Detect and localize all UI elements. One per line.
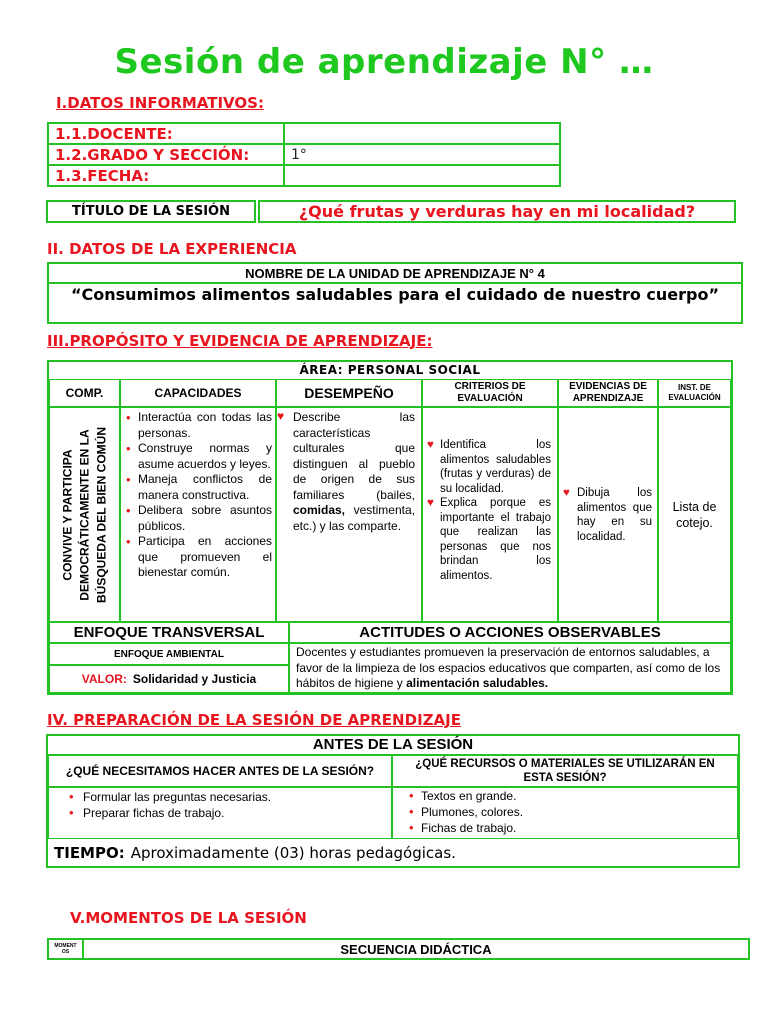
list-item: • Construye normas y asume acuerdos y leyes. bbox=[124, 441, 272, 472]
page-title: Sesión de aprendizaje N° … bbox=[114, 42, 654, 82]
competencia-text: CONVIVE Y PARTICIPA DEMOCRÁTICAMENTE EN LA BÚSQUEDA DEL BIEN COMÚN bbox=[60, 426, 108, 603]
docente-label: 1.1.DOCENTE: bbox=[48, 123, 284, 144]
actitud-text: Docentes y estudiantes promueven la preservación de entornos saludables, a favor de la limpieza de los espacios educativos que comparten, así como de los hábitos de higiene y alimentación saludables. bbox=[296, 645, 721, 690]
enfoque-header: ENFOQUE TRANSVERSAL bbox=[49, 622, 289, 643]
instrumento-cell: Lista de cotejo. bbox=[658, 407, 731, 622]
list-item: • Maneja conflictos de manera constructiva. bbox=[124, 472, 272, 503]
evidencia-item: ♥ Dibuja los alimentos que hay en su localidad. bbox=[563, 487, 652, 543]
list-item: • Preparar fichas de trabajo. bbox=[67, 805, 391, 821]
evidencia-cell bbox=[558, 407, 658, 622]
list-item: • Delibera sobre asuntos públicos. bbox=[124, 503, 272, 534]
datos-table bbox=[47, 122, 561, 187]
antes-header: ANTES DE LA SESIÓN bbox=[48, 735, 738, 755]
criterios-cell bbox=[422, 407, 558, 622]
desempeno-cell bbox=[276, 407, 422, 622]
list-item: • Formular las preguntas necesarias. bbox=[67, 789, 391, 805]
heart-icon: ♥ bbox=[277, 409, 285, 423]
heart-icon: ♥ bbox=[427, 439, 434, 451]
col-criterios: CRITERIOS DE EVALUACIÓN bbox=[422, 379, 558, 407]
q-recursos: ¿QUÉ RECURSOS O MATERIALES SE UTILIZARÁN EN ESTA SESIÓN? bbox=[392, 755, 738, 787]
valor-cell bbox=[49, 665, 289, 693]
col-inst: INST. DE EVALUACIÓN bbox=[658, 379, 731, 407]
recursos-list bbox=[407, 788, 737, 836]
titulo-label: TÍTULO DE LA SESIÓN bbox=[46, 200, 256, 223]
grado-label: 1.2.GRADO Y SECCIÓN: bbox=[48, 144, 284, 165]
col-evidencias: EVIDENCIAS DE APRENDIZAJE bbox=[558, 379, 658, 407]
criterio-item: ♥ Identifica los alimentos saludables (frutas y verduras) de su localidad. bbox=[427, 439, 551, 495]
unidad-header: NOMBRE DE LA UNIDAD DE APRENDIZAJE N° 4 bbox=[47, 262, 743, 284]
section-momentos: V.MOMENTOS DE LA SESIÓN bbox=[70, 909, 307, 927]
list-item: • Participa en acciones que promueven el bienestar común. bbox=[124, 534, 272, 581]
q-antes: ¿QUÉ NECESITAMOS HACER ANTES DE LA SESIÓN? bbox=[48, 755, 392, 787]
valor-value: Solidaridad y Justicia bbox=[132, 672, 257, 686]
section-proposito: III.PROPÓSITO Y EVIDENCIA DE APRENDIZAJE: bbox=[47, 332, 433, 350]
actitud-cell bbox=[289, 643, 731, 693]
docente-value[interactable] bbox=[284, 123, 560, 144]
col-desempeno: DESEMPEÑO bbox=[276, 379, 422, 407]
heart-icon: ♥ bbox=[427, 497, 434, 509]
momentos-col: MOMENTOS bbox=[49, 939, 84, 959]
heart-icon: ♥ bbox=[563, 487, 570, 499]
competencia-cell bbox=[49, 407, 120, 622]
section-datos-experiencia: II. DATOS DE LA EXPERIENCIA bbox=[47, 240, 297, 258]
grado-value[interactable]: 1° bbox=[284, 144, 560, 165]
valor-label: VALOR: bbox=[81, 672, 127, 686]
tiempo-label: TIEMPO: bbox=[54, 844, 125, 862]
tiempo-row bbox=[48, 840, 738, 866]
titulo-value: ¿Qué frutas y verduras hay en mi localidad? bbox=[258, 200, 736, 223]
fecha-label: 1.3.FECHA: bbox=[48, 165, 284, 186]
capacidades-list bbox=[124, 410, 272, 581]
actitudes-header: ACTITUDES O ACCIONES OBSERVABLES bbox=[289, 622, 731, 643]
area-header: ÁREA: PERSONAL SOCIAL bbox=[299, 363, 481, 377]
col-capacidades: CAPACIDADES bbox=[120, 379, 276, 407]
capacidades-cell bbox=[120, 407, 276, 622]
section-preparacion: IV. PREPARACIÓN DE LA SESIÓN DE APRENDIZAJE bbox=[47, 711, 461, 729]
list-item: • Textos en grande. bbox=[407, 788, 737, 804]
tiempo-value: Aproximadamente (03) horas pedagógicas. bbox=[130, 844, 456, 862]
antes-cell bbox=[48, 787, 392, 839]
recursos-cell bbox=[392, 787, 738, 839]
unidad-title: “Consumimos alimentos saludables para el cuidado de nuestro cuerpo” bbox=[47, 282, 743, 324]
fecha-value[interactable] bbox=[284, 165, 560, 186]
col-comp: COMP. bbox=[49, 379, 120, 407]
antes-list bbox=[67, 789, 391, 821]
secuencia-col: SECUENCIA DIDÁCTICA bbox=[340, 941, 492, 957]
list-item: • Plumones, colores. bbox=[407, 804, 737, 820]
enfoque-tipo: ENFOQUE AMBIENTAL bbox=[49, 643, 289, 665]
list-item: • Interactúa con todas las personas. bbox=[124, 410, 272, 441]
criterio-item: ♥ Explica porque es importante el trabajo que realizan las personas que nos brindan los alimentos. bbox=[427, 497, 551, 582]
section-datos-informativos: I.DATOS INFORMATIVOS: bbox=[56, 94, 264, 112]
desempeno-text: Describe las características culturales que distinguen al pueblo de origen de sus familiares (bailes, comidas, vestimenta, etc.) y las comparte. bbox=[293, 410, 415, 533]
list-item: • Fichas de trabajo. bbox=[407, 820, 737, 836]
